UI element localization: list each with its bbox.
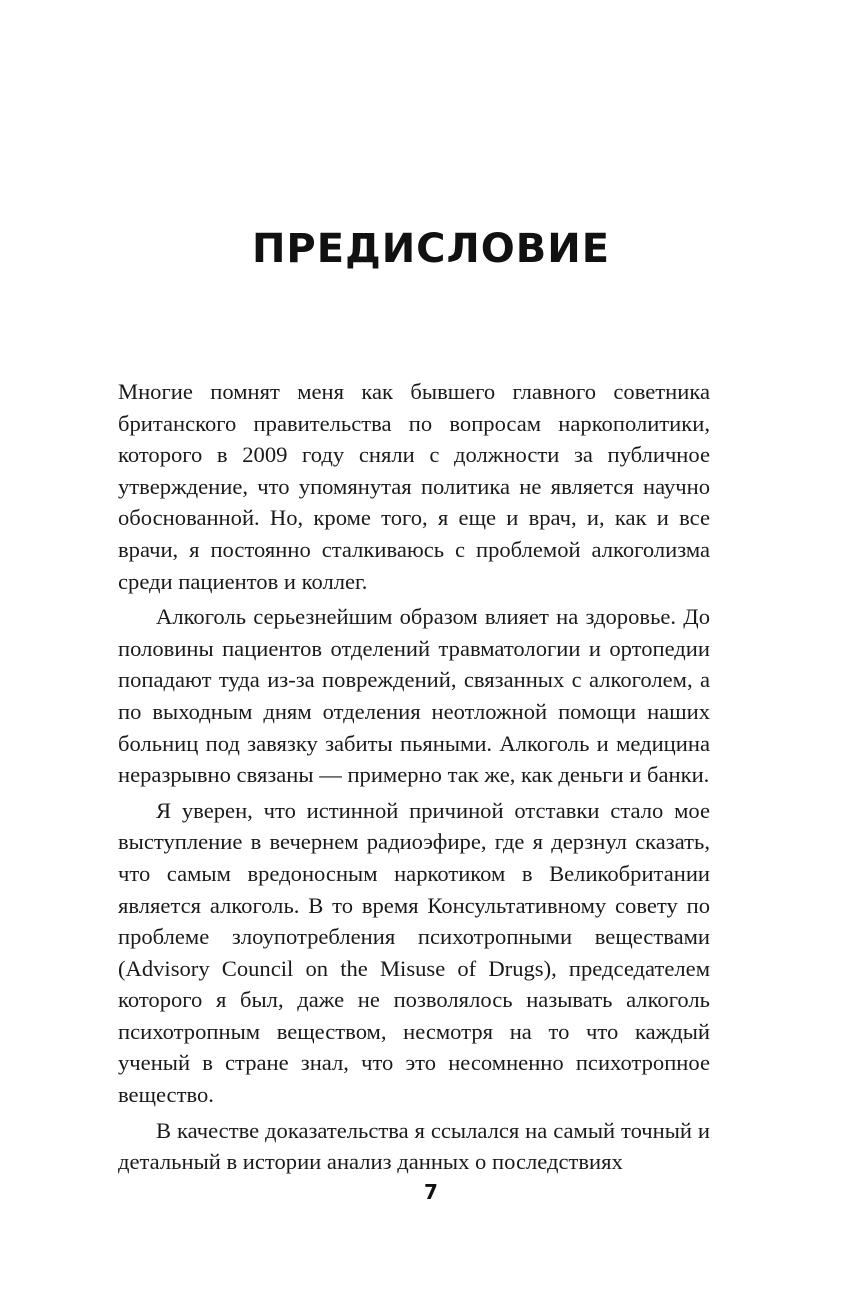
- paragraph-4: В качестве доказательства я ссылался на самый точный и детальный в истории анализ данных о последствиях: [118, 1117, 710, 1175]
- chapter-title: ПРЕДИСЛОВИЕ: [251, 226, 611, 272]
- paragraph-2: Алкоголь серьезнейшим образом влияет на здоровье. До половины пациентов отделений травматологии и ортопедии попадают туда из-за повреждений, связанных с алкоголем, а по выходным дням отделения неотложной помощи наших больниц под завязку забиты пьяными. Алкоголь и медицина неразрывно связаны — примерно так же, как деньги и банки.: [118, 604, 710, 788]
- paragraph-3: Я уверен, что истинной причиной отставки стало мое выступление в вечернем радиоэфире, где я дерзнул сказать, что самым вредоносным наркотиком в Великобритании является алкоголь. В то время Консультативному совету по проблеме злоупотребления психотропными веществами (Advisory Council on the Misuse of Drugs), председателем которого я был, даже не позволялось называть алкоголь психотропным веществом, несмотря на то что каждый ученый в стране знал, что это несомненно психотропное вещество.: [118, 797, 710, 1108]
- chapter-body: [118, 376, 710, 1182]
- page-number: 7: [424, 1180, 438, 1204]
- paragraph-1: Многие помнят меня как бывшего главного советника британского правительства по вопросам наркополитики, которого в 2009 году сняли с должности за публичное утверждение, что упомянутая политика не является научно обоснованной. Но, кроме того, я еще и врач, и, как и все врачи, я постоянно сталкиваюсь с проблемой алкоголизма среди пациентов и коллег.: [118, 379, 710, 594]
